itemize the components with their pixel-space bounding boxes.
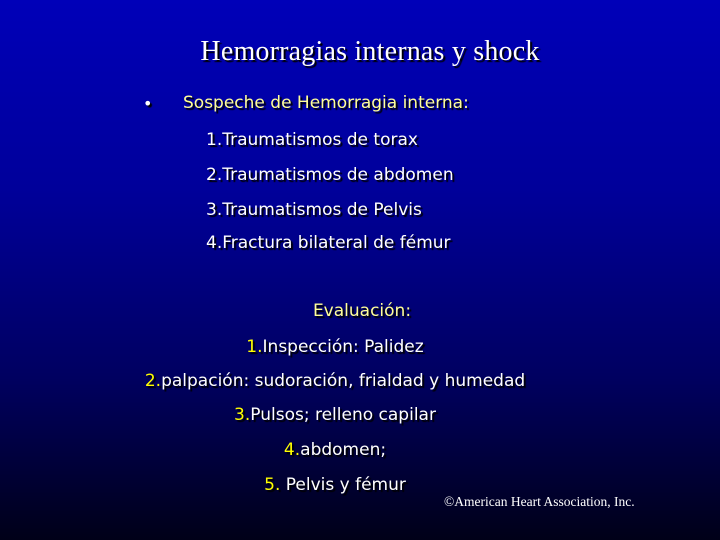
list-item	[0, 440, 670, 460]
copyright-notice: ©American Heart Association, Inc.	[444, 494, 635, 509]
item-text: Pulsos; relleno capilar	[250, 405, 436, 425]
list-item	[0, 371, 670, 391]
item-text: Traumatismos de Pelvis	[222, 200, 422, 220]
list-item	[206, 165, 454, 185]
item-number: 1.	[206, 130, 223, 150]
item-number: 2.	[144, 371, 162, 391]
item-number: 3.	[206, 200, 223, 220]
item-text: Traumatismos de torax	[222, 130, 418, 150]
item-number: 4.	[206, 233, 223, 253]
list-item	[206, 130, 418, 150]
item-number: 2.	[206, 165, 223, 185]
item-text: abdomen;	[300, 440, 387, 460]
slide-title: Hemorragias internas y shock	[200, 36, 540, 67]
item-number: 4.	[283, 440, 301, 460]
item-text: Fractura bilateral de fémur	[222, 233, 451, 253]
bullet-icon: •	[143, 94, 153, 113]
list-item	[0, 475, 670, 495]
list-item	[206, 233, 451, 253]
list-item	[0, 405, 670, 425]
list-item	[0, 337, 670, 357]
item-number: 5.	[264, 475, 281, 495]
item-number: 1.	[246, 337, 263, 357]
item-text: Inspección: Palidez	[262, 337, 424, 357]
item-text: Pelvis y fémur	[280, 475, 406, 495]
evaluation-heading: Evaluación:	[312, 301, 412, 321]
item-number: 3.	[234, 405, 251, 425]
list-item	[206, 200, 422, 220]
item-text: palpación: sudoración, frialdad y humedad	[161, 371, 526, 391]
suspicion-heading: Sospeche de Hemorragia interna:	[183, 93, 469, 113]
item-text: Traumatismos de abdomen	[222, 165, 454, 185]
